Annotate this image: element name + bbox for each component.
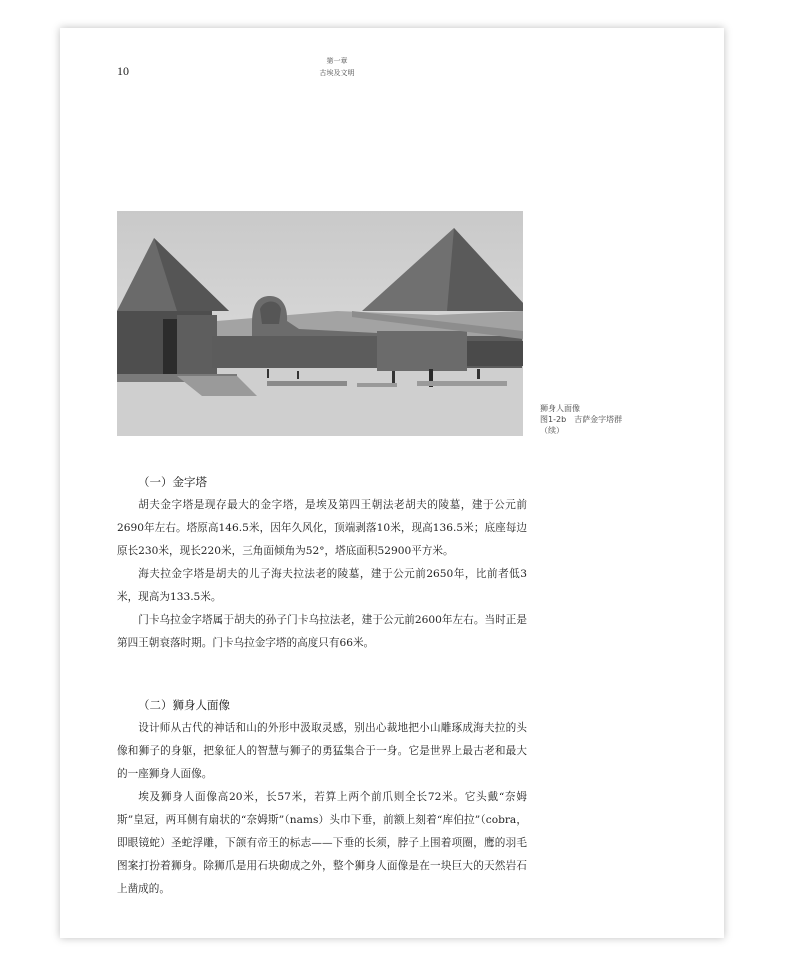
section-title-pyramids: （一）金字塔 xyxy=(138,475,207,489)
paragraph: 海夫拉金字塔是胡夫的儿子海夫拉法老的陵墓，建于公元前2650年，比前者低3米，现高为133.5米。 xyxy=(117,568,527,603)
paragraph: 胡夫金字塔是现存最大的金字塔，是埃及第四王朝法老胡夫的陵墓，建于公元前2690年左右。塔原高146.5米，因年久风化，顶端剥落10米，现高136.5米；底座每边原长230米，现长220米，三角面倾角为52°，塔底面积52900平方米。 xyxy=(117,499,527,557)
paragraph: 设计师从古代的神话和山的外形中汲取灵感，别出心裁地把小山雕琢成海夫拉的头像和狮子的身躯，把象征人的智慧与狮子的勇猛集合于一身。它是世界上最古老和最大的一座狮身人面像。 xyxy=(117,722,527,780)
caption-title: 狮身人面像 xyxy=(540,404,580,413)
section-title-sphinx: （二）狮身人面像 xyxy=(138,698,230,712)
section-body-sphinx xyxy=(117,717,527,901)
caption-label: 图1-2b 吉萨金字塔群 xyxy=(540,415,623,424)
running-head xyxy=(282,55,392,79)
figure-caption xyxy=(540,403,622,436)
pyramids-sphinx-photo xyxy=(117,211,523,436)
running-head-chapter: 第一章 xyxy=(326,57,348,65)
caption-note: （续） xyxy=(540,426,564,435)
page-number: 10 xyxy=(117,64,129,78)
section-body-pyramids xyxy=(117,494,527,655)
running-head-title: 古埃及文明 xyxy=(319,69,355,77)
book-page xyxy=(60,28,724,938)
paragraph: 门卡乌拉金字塔属于胡夫的孙子门卡乌拉法老，建于公元前2600年左右。当时正是第四王朝衰落时期。门卡乌拉金字塔的高度只有66米。 xyxy=(117,614,527,649)
paragraph: 埃及狮身人面像高20米，长57米，若算上两个前爪则全长72米。它头戴“奈姆斯”皇冠，两耳侧有扇状的“奈姆斯”（nams）头巾下垂，前额上刻着“库伯拉”（cobra，即眼镜蛇）圣蛇浮雕，下颌有帝王的标志——下垂的长须，脖子上围着项圈，鹰的羽毛图案打扮着狮身。除狮爪是用石块砌成之外，整个狮身人面像是在一块巨大的天然岩石上凿成的。 xyxy=(117,791,527,895)
